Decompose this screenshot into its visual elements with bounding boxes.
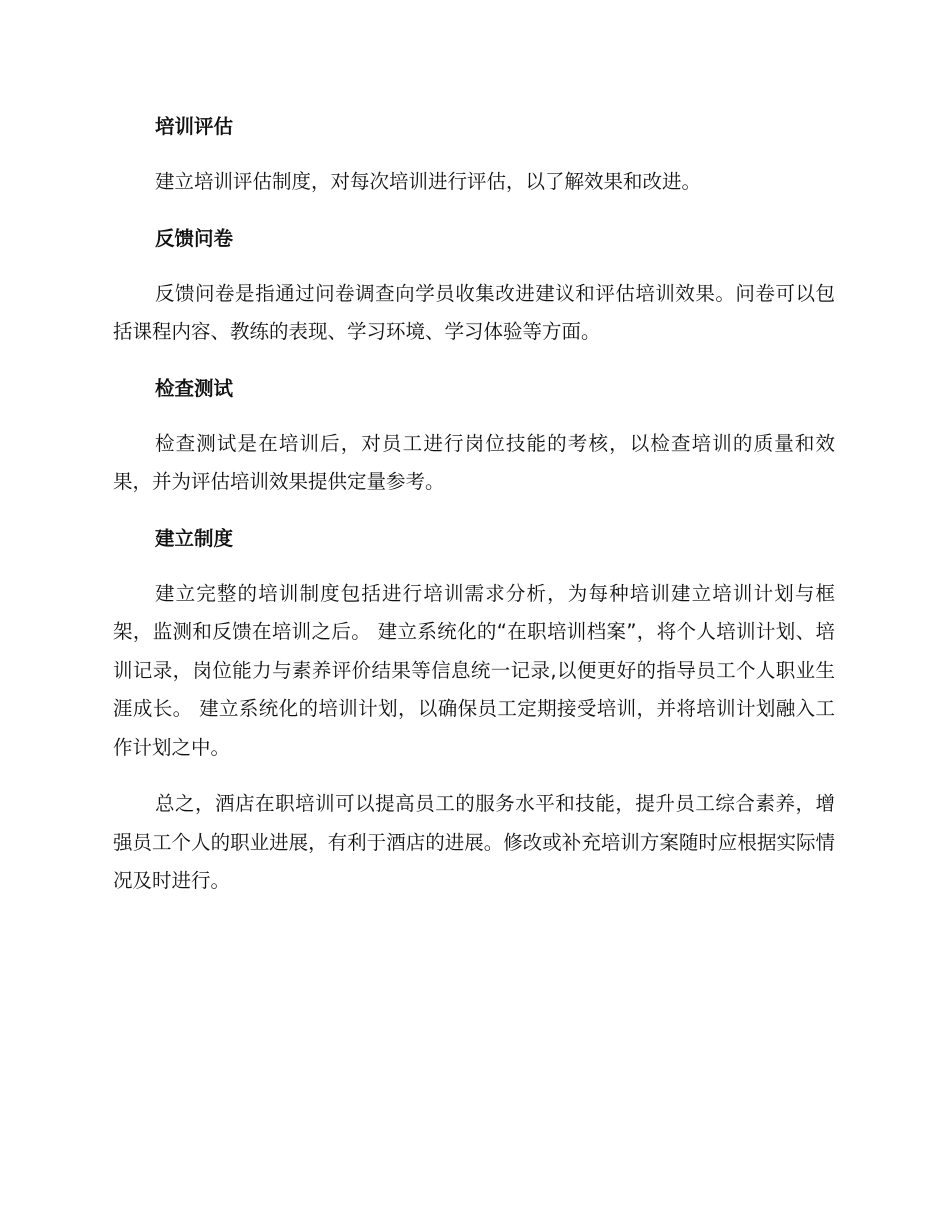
conclusion-paragraph: 总之，酒店在职培训可以提高员工的服务水平和技能，提升员工综合素养，增强员工个人的职业进展，有利于酒店的进展。修改或补充培训方案随时应根据实际情况及时进行。 (113, 792, 835, 892)
section-heading-training-evaluation: 培训评估 (155, 115, 234, 138)
document-body (113, 108, 835, 901)
section-paragraph-training-evaluation: 建立培训评估制度，对每次培训进行评估，以了解效果和改进。 (155, 170, 702, 193)
section-paragraph-establish-system: 建立完整的培训制度包括进行培训需求分析，为每种培训建立培训计划与框架，监测和反馈在培训之后。 建立系统化的“在职培训档案”，将个人培训计划、培训记录，岗位能力与素养评价结果等信息统一记录,以便更好的指导员工个人职业生涯成长。 建立系统化的培训计划，以确保员工定期接受培训，并将培训计划融入工作计划之中。 (113, 581, 835, 759)
section-paragraph-inspection-test: 检查测试是在培训后，对员工进行岗位技能的考核，以检查培训的质量和效果，并为评估培训效果提供定量参考。 (113, 431, 835, 493)
section-paragraph-feedback-questionnaire: 反馈问卷是指通过问卷调查向学员收集改进建议和评估培训效果。问卷可以包括课程内容、教练的表现、学习环境、学习体验等方面。 (113, 281, 835, 343)
section-heading-feedback-questionnaire: 反馈问卷 (155, 226, 234, 250)
section-heading-inspection-test: 检查测试 (155, 376, 234, 400)
section-heading-establish-system: 建立制度 (155, 526, 234, 550)
